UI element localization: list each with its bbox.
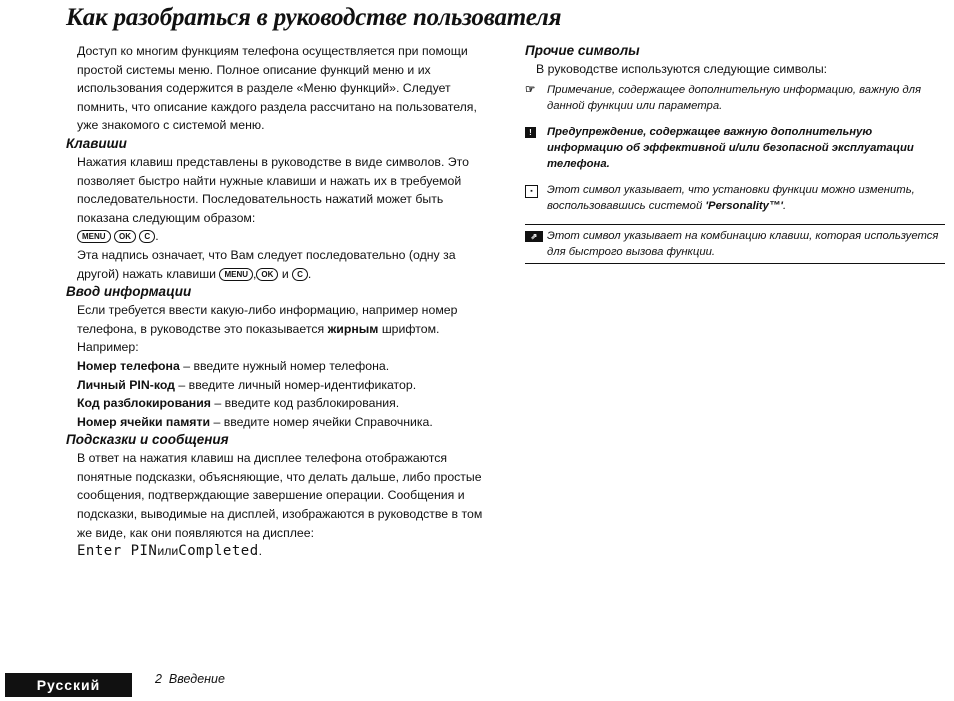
- input-heading: Ввод информации: [66, 284, 192, 300]
- display-example: Enter PINилиCompleted.: [77, 543, 263, 560]
- ok-box-icon: ▪: [525, 185, 538, 198]
- keys-explanation: Эта надпись означает, что Вам следует последовательно (одну за другой) нажать клавиши MENU , OK и C .: [77, 247, 456, 281]
- example-item: Личный PIN-код – введите личный номер-идентификатор.: [77, 377, 417, 392]
- example-item: Номер телефона – введите нужный номер телефона.: [77, 358, 390, 373]
- c-key-icon: C: [139, 230, 155, 243]
- right-column: [525, 42, 945, 264]
- c-key-icon: C: [292, 268, 308, 281]
- keys-paragraph: Нажатия клавиш представлены в руководстве в виде символов. Это позволяет быстро найти нужные клавиши и нажать их в требуемой последовательности. Последовательность нажатий может быть показана следующим образом:: [77, 154, 469, 225]
- hints-paragraph: В ответ на нажатия клавиш на дисплее телефона отображаются понятные подсказки, объясняющие, что делать дальше, либо простые сообщения, подтверждающие завершение операции. Сообщения и подсказки, выводимые на дисплей, изображаются в руководстве в том же виде, как они появляются на дисплее:: [77, 451, 483, 540]
- keys-heading: Клавиши: [66, 135, 127, 151]
- menu-key-icon: MENU: [219, 268, 253, 281]
- example-label: Например:: [77, 340, 139, 355]
- example-item: Код разблокирования – введите код разблокирования.: [77, 396, 400, 411]
- shortcut-symbol-row: ⇗ Этот символ указывает на комбинацию клавиш, которая используется для быстрого вызова функции.: [525, 224, 945, 264]
- shortcut-icon: ⇗: [525, 231, 543, 242]
- page-title: Как разобраться в руководстве пользователя: [66, 4, 562, 31]
- symbols-heading: Прочие символы: [525, 43, 640, 58]
- warning-symbol-row: ! Предупреждение, содержащее важную дополнительную информацию об эффективной и/или безопасной эксплуатации телефона.: [525, 124, 945, 172]
- divider: [525, 263, 945, 264]
- page-footer: 2 Введение: [155, 672, 225, 686]
- personality-symbol-row: ▪ Этот символ указывает, что установки функции можно изменить, воспользовавшись системой 'Personality™'.: [525, 182, 945, 214]
- symbols-lead: В руководстве используются следующие символы:: [536, 62, 828, 76]
- intro-paragraph: Доступ ко многим функциям телефона осуществляется при помощи простой системы меню. Полное описание функций меню и их использования содержится в разделе «Меню функций». Следует помнить, что описание каждого раздела рассчитано на пользователя, уже знакомого с системой меню.: [77, 44, 477, 133]
- note-symbol-row: ☞ Примечание, содержащее дополнительную информацию, важную для данной функции или параметра.: [525, 83, 921, 112]
- key-sequence: MENU OK C .: [66, 227, 496, 246]
- ok-key-icon: OK: [114, 230, 136, 243]
- pointing-hand-icon: ☞: [525, 83, 536, 96]
- example-item: Номер ячейки памяти – введите номер ячейки Справочника.: [77, 414, 433, 429]
- left-column: [66, 42, 496, 561]
- language-badge: Русский: [5, 673, 132, 697]
- hints-heading: Подсказки и сообщения: [66, 432, 229, 448]
- warning-icon: !: [525, 127, 536, 138]
- ok-key-icon: OK: [256, 268, 278, 281]
- input-paragraph: Если требуется ввести какую-либо информацию, например номер телефона, в руководстве это показывается жирным шрифтом.: [77, 303, 458, 336]
- menu-key-icon: MENU: [77, 230, 111, 243]
